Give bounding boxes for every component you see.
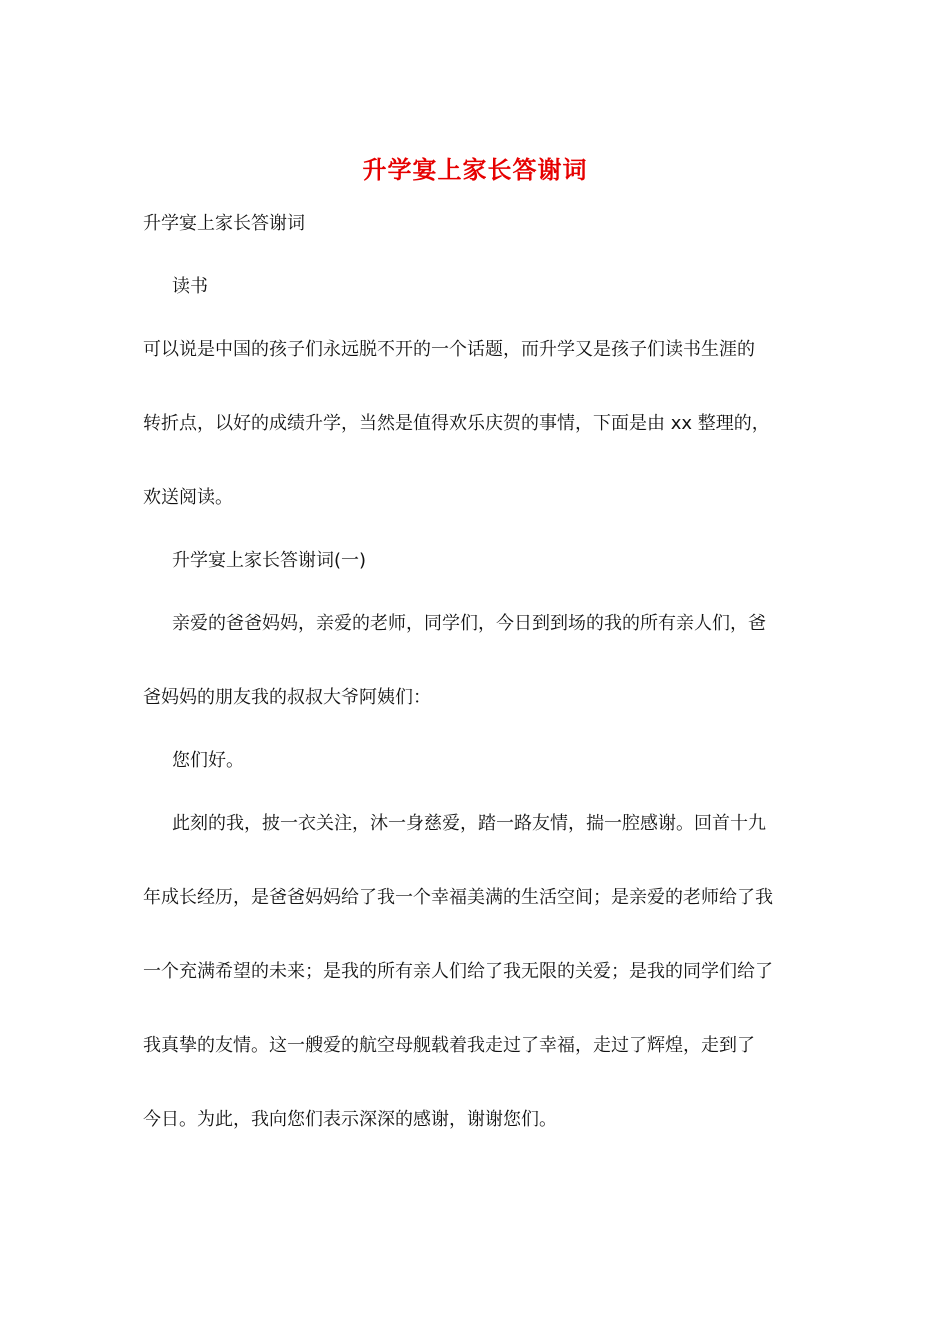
- paragraph-line: 爸妈妈的朋友我的叔叔大爷阿姨们：: [143, 687, 431, 708]
- document-title: 升学宴上家长答谢词: [362, 155, 588, 184]
- paragraph-line: 亲爱的爸爸妈妈，亲爱的老师，同学们，今日到到场的我的所有亲人们，爸: [172, 613, 766, 634]
- paragraph-line: 您们好。: [172, 750, 244, 771]
- paragraph-line: 欢送阅读。: [143, 487, 233, 508]
- paragraph-line: 可以说是中国的孩子们永远脱不开的一个话题，而升学又是孩子们读书生涯的: [143, 339, 755, 360]
- paragraph-line: 此刻的我，披一衣关注，沐一身慈爱，踏一路友情，揣一腔感谢。回首十九: [172, 813, 766, 834]
- paragraph-line: 我真挚的友情。这一艘爱的航空母舰载着我走过了幸福，走过了辉煌，走到了: [143, 1035, 755, 1056]
- paragraph-line: 转折点，以好的成绩升学，当然是值得欢乐庆贺的事情，下面是由 xx 整理的，: [143, 413, 770, 434]
- section-heading: 升学宴上家长答谢词(一): [172, 550, 367, 571]
- paragraph-line: 读书: [172, 276, 208, 297]
- paragraph-line: 年成长经历，是爸爸妈妈给了我一个幸福美满的生活空间；是亲爱的老师给了我: [143, 887, 773, 908]
- paragraph-line: 今日。为此，我向您们表示深深的感谢，谢谢您们。: [143, 1109, 557, 1130]
- paragraph-line: 一个充满希望的未来；是我的所有亲人们给了我无限的关爱；是我的同学们给了: [143, 961, 773, 982]
- subtitle-line: 升学宴上家长答谢词: [143, 213, 305, 234]
